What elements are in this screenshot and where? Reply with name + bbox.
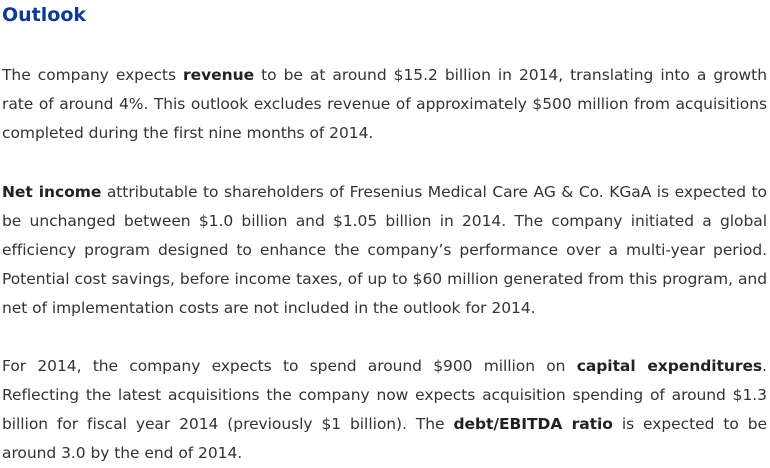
paragraph-text: is expected to be around 3.0 by the end of 2014. <box>2 415 767 462</box>
debt-ebitda-ratio-term: debt/EBITDA ratio <box>453 415 613 433</box>
revenue-term: revenue <box>183 66 255 84</box>
capex-paragraph <box>2 352 767 468</box>
section-heading: Outlook <box>2 4 87 26</box>
paragraph-text: to be at around $15.2 billion in 2014, translating into a growth rate of around 4%. This outlook excludes revenue of approximately $500 million from acquisitions completed during the first nine months of 2014. <box>2 66 767 142</box>
revenue-paragraph <box>2 61 767 148</box>
net-income-paragraph <box>2 178 767 323</box>
capital-expenditures-term: capital expenditures <box>576 357 763 375</box>
net-income-term: Net income <box>2 183 102 201</box>
paragraph-text: attributable to shareholders of Fresenius Medical Care AG & Co. KGaA is expected to be unchanged between $1.0 billion and $1.05 billion in 2014. The company initiated a global efficiency program designed to enhance the company’s performance over a multi-year period. Potential cost savings, before income taxes, of up to $60 million generated from this program, and net of implementation costs are not included in the outlook for 2014. <box>2 183 767 317</box>
paragraph-text: The company expects <box>2 66 184 84</box>
paragraph-text: For 2014, the company expects to spend around $900 million on <box>2 357 577 375</box>
paragraph-text: . Reflecting the latest acquisitions the company now expects acquisition spending of around $1.3 billion for fiscal year 2014 (previously $1 billion). The <box>2 357 768 433</box>
